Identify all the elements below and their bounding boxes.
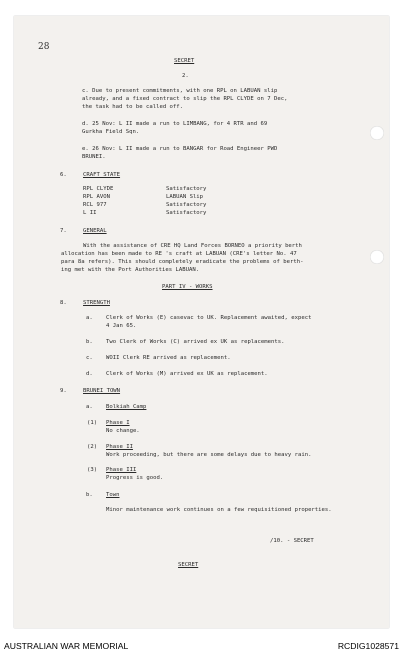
section-number: 8. [60, 300, 67, 306]
craft-name: RCL 977 [83, 202, 107, 208]
craft-state: LABUAN Slip [166, 194, 204, 200]
item-label: c. [86, 355, 93, 361]
item-d-line: Gurkha Field Sqn. [82, 129, 140, 135]
item-label: b. [86, 339, 93, 345]
item-c-line: c. Due to present commitments, with one RPL on LABUAN slip [82, 88, 278, 94]
section-number: 7. [60, 228, 67, 234]
archive-name: AUSTRALIAN WAR MEMORIAL [4, 641, 129, 651]
page-number: 2. [182, 73, 189, 79]
handwritten-page-mark: 28 [38, 42, 50, 52]
strength-line: Clerk of Works (E) casevac to UK. Replacement awaited, expect [106, 315, 312, 321]
phase-title: Phase I [106, 420, 130, 426]
town-text: Minor maintenance work continues on a few requisitioned properties. [106, 507, 332, 513]
classification-header: SECRET [174, 58, 195, 64]
archive-footer [0, 630, 403, 654]
section-number: 6. [60, 172, 67, 178]
item-label: d. [86, 371, 93, 377]
classification-footer: SECRET [178, 562, 199, 568]
strength-line: Two Clerk of Works (C) arrived ex UK as replacements. [106, 339, 285, 345]
phase-number: (3) [87, 467, 98, 473]
section-heading: GENERAL [83, 228, 107, 234]
punch-hole [370, 250, 384, 264]
general-line: ing met with the Port Authorities LABUAN. [61, 267, 200, 273]
item-label: b. [86, 492, 93, 498]
phase-text: Work proceeding, but there are some delays due to heavy rain. [106, 452, 312, 458]
item-d-line: d. 25 Nov: L II made a run to LIMBANG, for 4 RTR and 69 [82, 121, 268, 127]
phase-text: No change. [106, 428, 140, 434]
item-label: a. [86, 315, 93, 321]
item-label: a. [86, 404, 93, 410]
strength-line: 4 Jan 65. [106, 323, 137, 329]
section-heading: BRUNEI TOWN [83, 388, 121, 394]
strength-line: WOII Clerk RE arrived as replacement. [106, 355, 231, 361]
continuation-mark: /10. - SECRET [270, 538, 314, 544]
craft-name: RPL CLYDE [83, 186, 114, 192]
punch-hole [370, 126, 384, 140]
phase-number: (2) [87, 444, 98, 450]
phase-number: (1) [87, 420, 98, 426]
craft-state: Satisfactory [166, 202, 207, 208]
phase-title: Phase II [106, 444, 133, 450]
item-c-line: already, and a fixed contract to slip the RPL CLYDE on 7 Dec, [82, 96, 288, 102]
section-heading: STRENGTH [83, 300, 110, 306]
craft-name: L II [83, 210, 97, 216]
item-e-line: BRUNEI. [82, 154, 106, 160]
strength-line: Clerk of Works (M) arrived ex UK as replacement. [106, 371, 268, 377]
archive-reference: RCDIG1028571 [337, 641, 399, 651]
general-line: allocation has been made to RE 's craft at LABUAN (CRE's letter No. 47 [61, 251, 297, 257]
item-e-line: e. 26 Nov: L II made a run to BANGAR for Road Engineer PWD [82, 146, 278, 152]
section-heading: CRAFT STATE [83, 172, 121, 178]
subsection-heading: Bolkiah Camp [106, 404, 147, 410]
craft-state: Satisfactory [166, 186, 207, 192]
subsection-heading: Town [106, 492, 120, 498]
craft-name: RPL AVON [83, 194, 110, 200]
phase-text: Progress is good. [106, 475, 164, 481]
section-number: 9. [60, 388, 67, 394]
phase-title: Phase III [106, 467, 137, 473]
craft-state: Satisfactory [166, 210, 207, 216]
general-line: With the assistance of CRE HQ Land Forces BORNEO a priority berth [83, 243, 302, 249]
item-c-line: the task had to be called off. [82, 104, 184, 110]
general-line: para 8a refers). This should completely eradicate the problems of berth- [61, 259, 304, 265]
part-heading: PART IV - WORKS [162, 284, 213, 290]
